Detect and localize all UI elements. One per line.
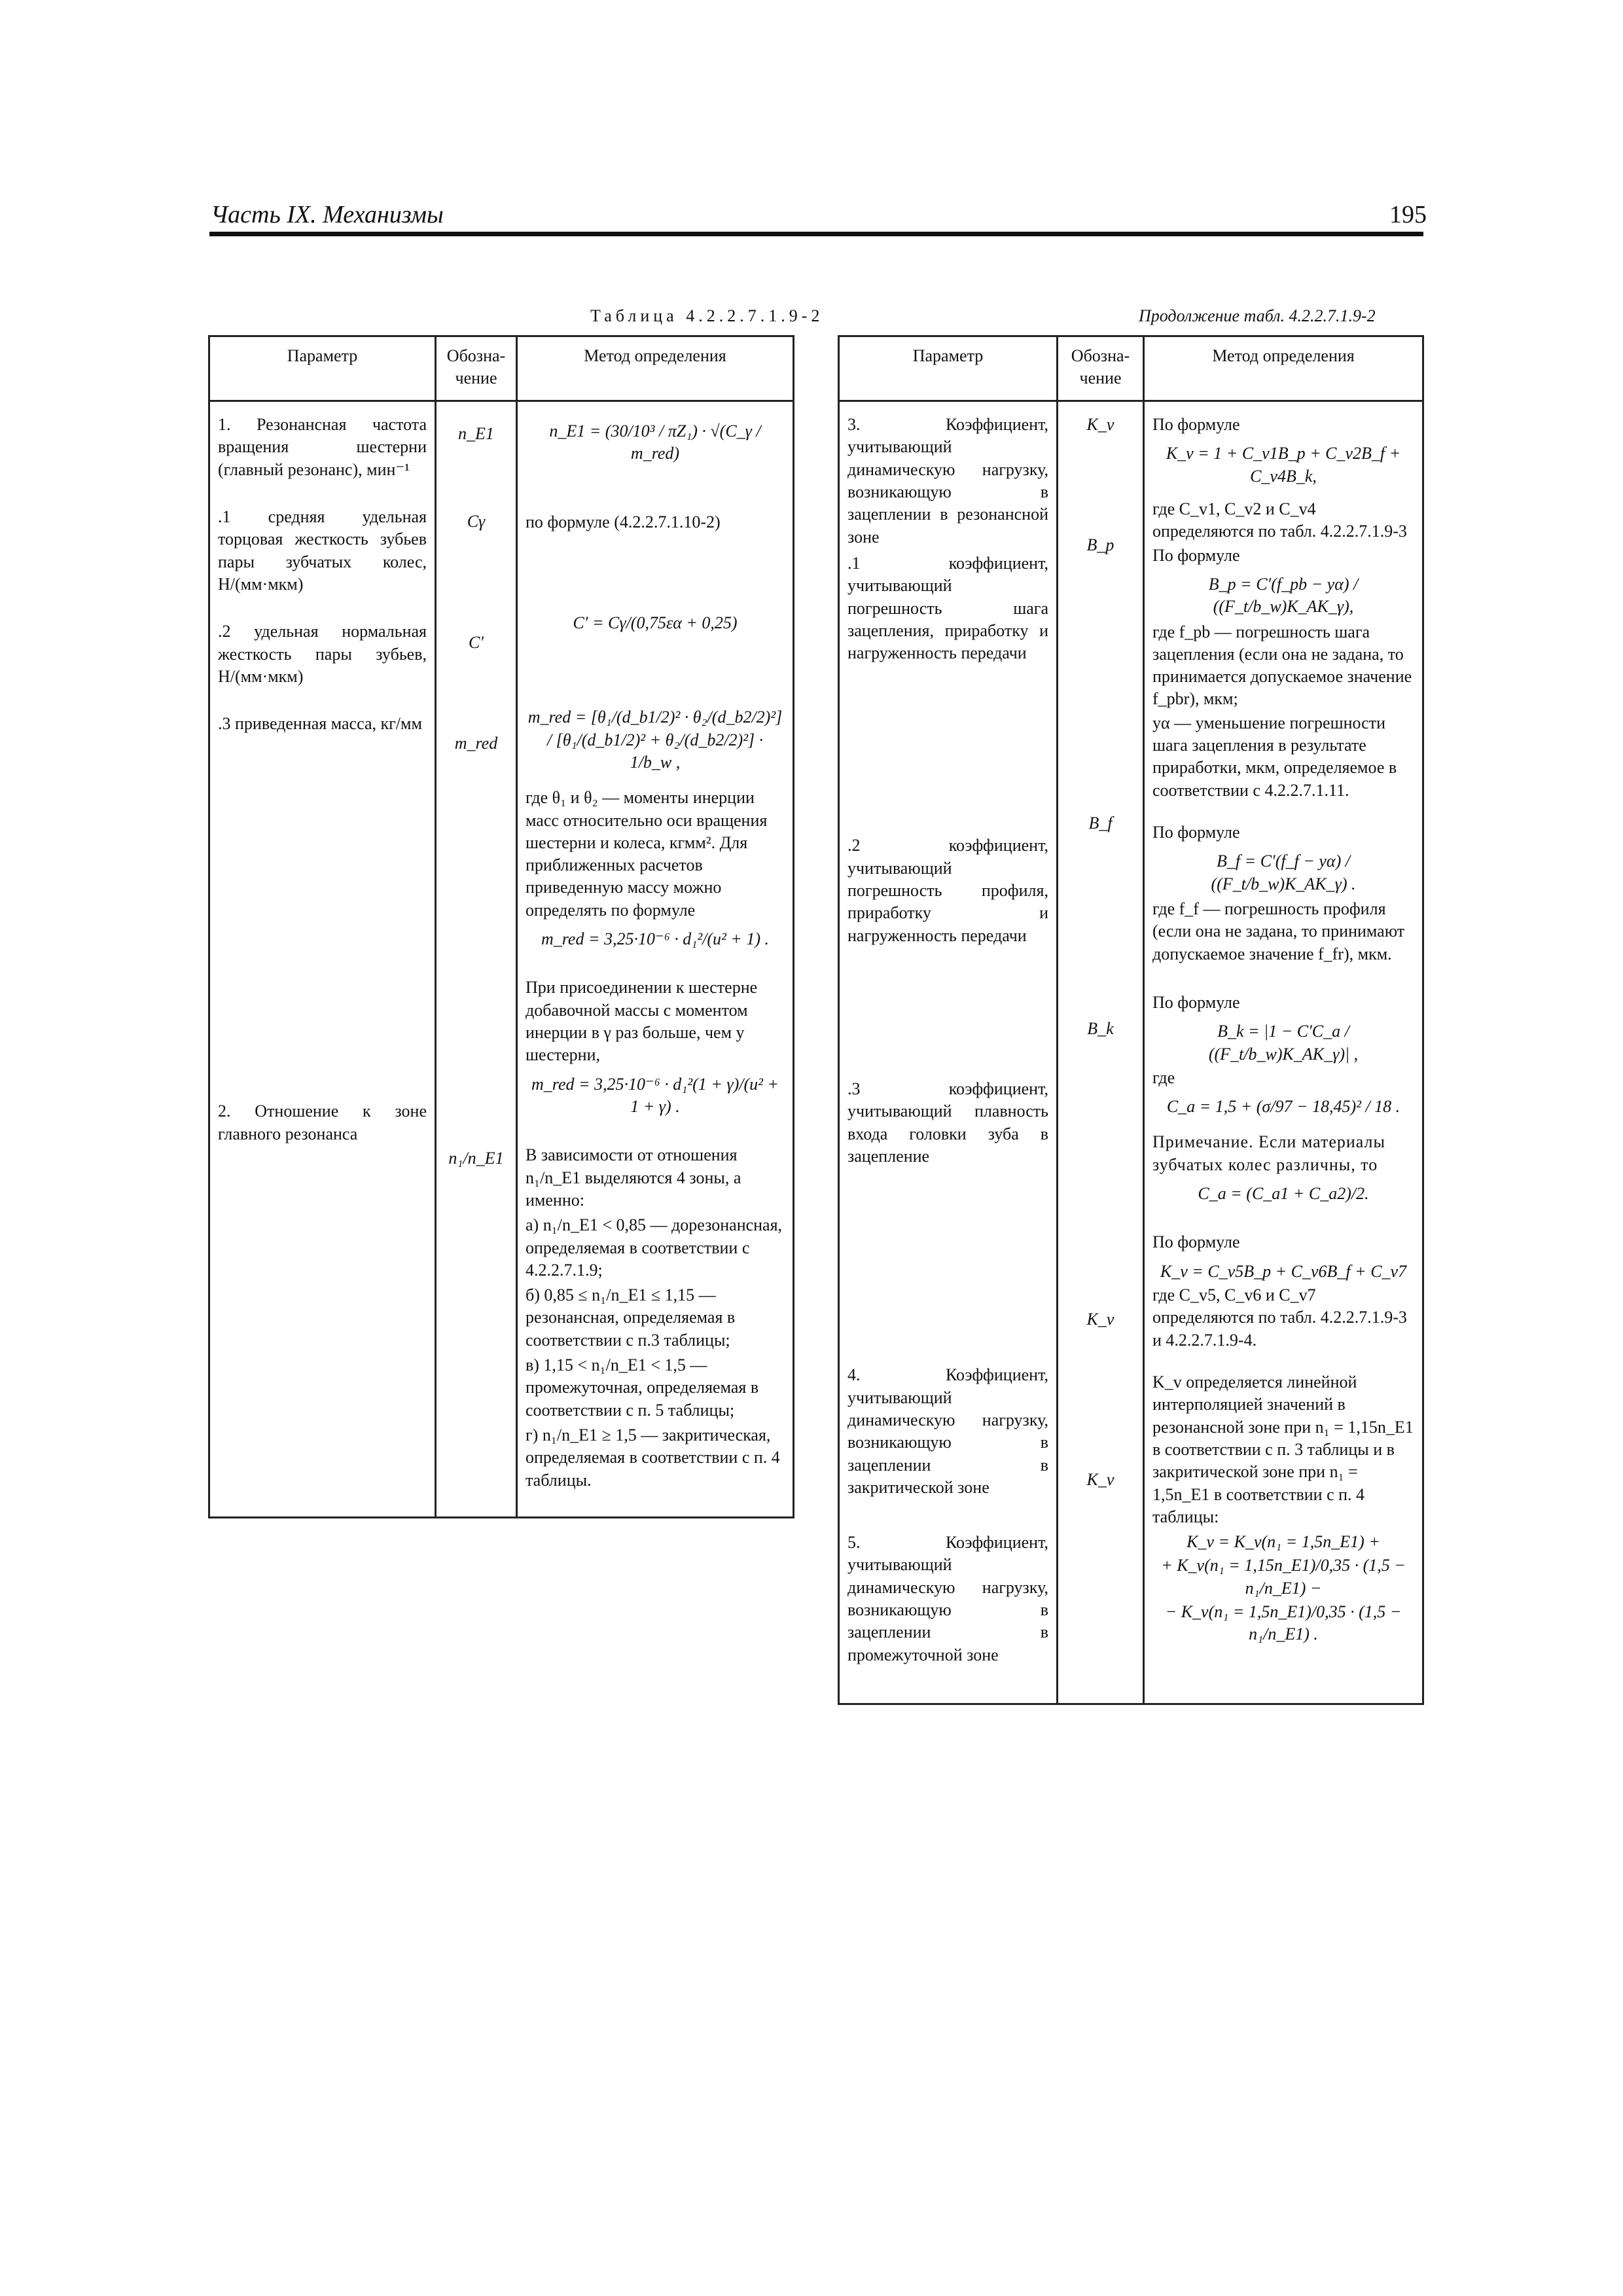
row-param: 1. Резонансная частота вращения шестерни (главный резонанс), мин⁻¹ .1 средняя удельная торцовая жесткость зубьев пары зубчатых колес, Н/(мм·мкм) .2 удельная нормальная жесткость пары зубьев, Н/(мм·мкм) .3 приведенная масса, кг/мм 2. Отношение к зоне главного резонанса — [209, 401, 436, 1509]
column-header-symbol: Обозна-чение — [436, 336, 517, 401]
table-caption: Таблица 4.2.2.7.1.9-2 — [590, 306, 824, 325]
table-header-row — [209, 336, 794, 401]
page-header-title: Часть IX. Механизмы — [211, 201, 444, 228]
parameters-table-continued — [838, 335, 1424, 1705]
page-number: 195 — [1389, 201, 1427, 228]
row-symbol: n_E1 Cγ C′ m_red n₁/n_E1 — [436, 401, 517, 1509]
column-header-parameter: Параметр — [209, 336, 436, 401]
table-bottom-row — [839, 1695, 1423, 1704]
column-header-method: Метод определения — [517, 336, 794, 401]
table-header-row — [839, 336, 1423, 401]
header-rule — [209, 232, 1423, 236]
parameters-table — [208, 335, 794, 1518]
row-method: n_E1 = (30/10³ / πZ₁) · √(C_γ / m_red) по формуле (4.2.2.7.1.10-2) C′ = Cγ/(0,75εα + 0,25) m_red = [θ₁/(d_b1/2)² · θ₂/(d_b2/2)²] / [θ₁/(d_b1/2)² + θ₂/(d_b2/2)²] · 1/b_w , где θ₁ и θ₂ — моменты инерции масс относительно оси вращения шестерни и колеса, кгмм². Для приближенных расчетов приведенную массу можно определять по формуле m_red = 3,25·10⁻⁶ · d₁²/(u² + 1) . При присоединении к шестерне добавочной массы с моментом инерции в γ раз больше, чем у шестерни, m_red = 3,25·10⁻⁶ · d₁²(1 + γ)/(u² + 1 + γ) . В зависимости от отношения n₁/n_E1 выделяются 4 зоны, а именно: а) n₁/n_E1 < 0,85 — дорезонансная, определяемая в соответствии с 4.2.2.7.1.9; б) 0,85 ≤ n₁/n_E1 ≤ 1,15 — резонансная, определяемая в соответствии с п.3 таблицы; в) 1,15 < n₁/n_E1 < 1,5 — промежуточная, определяемая в соответствии с п. 5 таблицы; г) n₁/n_E1 ≥ 1,5 — закритическая, определяемая в соответствии с п. 4 таблицы. — [517, 401, 794, 1509]
table-row — [839, 401, 1423, 1696]
row-param: 3. Коэффициент, учитывающий динамическую нагрузку, возникающую в зацеплении в резонансной зоне .1 коэффициент, учитывающий погрешность шага зацепления, приработку и нагруженность передачи .2 коэффициент, учитывающий погрешность профиля, приработку и нагруженность передачи .3 коэффициент, учитывающий плавность входа головки зуба в зацепление 4. Коэффициент, учитывающий динамическую нагрузку, возникающую в зацеплении в закритической зоне 5. Коэффициент, учитывающий динамическую нагрузку, возникающую в зацеплении в промежуточной зоне — [839, 401, 1058, 1696]
column-header-parameter: Параметр — [839, 336, 1058, 401]
table-continuation-caption: Продолжение табл. 4.2.2.7.1.9-2 — [1139, 306, 1376, 325]
row-symbol: K_v B_p B_f B_k K_v K_v — [1058, 401, 1144, 1696]
table-bottom-row — [209, 1509, 794, 1518]
row-method: По формуле K_v = 1 + C_v1B_p + C_v2B_f + C_v4B_k, где C_v1, C_v2 и C_v4 определяются по табл. 4.2.2.7.1.9-3 По формуле B_p = C′(f_pb − yα) / ((F_t/b_w)K_AK_γ), где f_pb — погрешность шага зацепления (если она не задана, то принимается допускаемое значение f_pbr), мкм; yα — уменьшение погрешности шага зацепления в результате приработки, мкм, определяемое в соответствии с 4.2.2.7.1.11. По формуле B_f = C′(f_f − yα) / ((F_t/b_w)K_AK_γ) . где f_f — погрешность профиля (если она не задана, то принимают допускаемое значение f_fr), мкм. По формуле B_k = |1 − C′C_a / ((F_t/b_w)K_AK_γ)| , где C_a = 1,5 + (σ/97 − 18,45)² / 18 . Примечание. Если материалы зубчатых колес различны, то C_a = (C_a1 + C_a2)/2. По формуле K_v = C_v5B_p + C_v6B_f + C_v7 где C_v5, C_v6 и C_v7 определяются по табл. 4.2.2.7.1.9-3 и 4.2.2.7.1.9-4. K_v определяется линейной интерполяцией значений в резонансной зоне при n₁ = 1,15n_E1 в соответствии с п. 3 таблицы и в закритической зоне при n₁ = 1,5n_E1 в соответствии с п. 4 таблицы: K_v = K_v(n₁ = 1,5n_E1) + + K_v(n₁ = 1,15n_E1)/0,35 · (1,5 − n₁/n_E1) − − K_v(n₁ = 1,5n_E1)/0,35 · (1,5 − n₁/n_E1) . — [1144, 401, 1423, 1696]
column-header-method: Метод определения — [1144, 336, 1423, 401]
column-header-symbol: Обозна-чение — [1058, 336, 1144, 401]
table-row — [209, 401, 794, 1509]
